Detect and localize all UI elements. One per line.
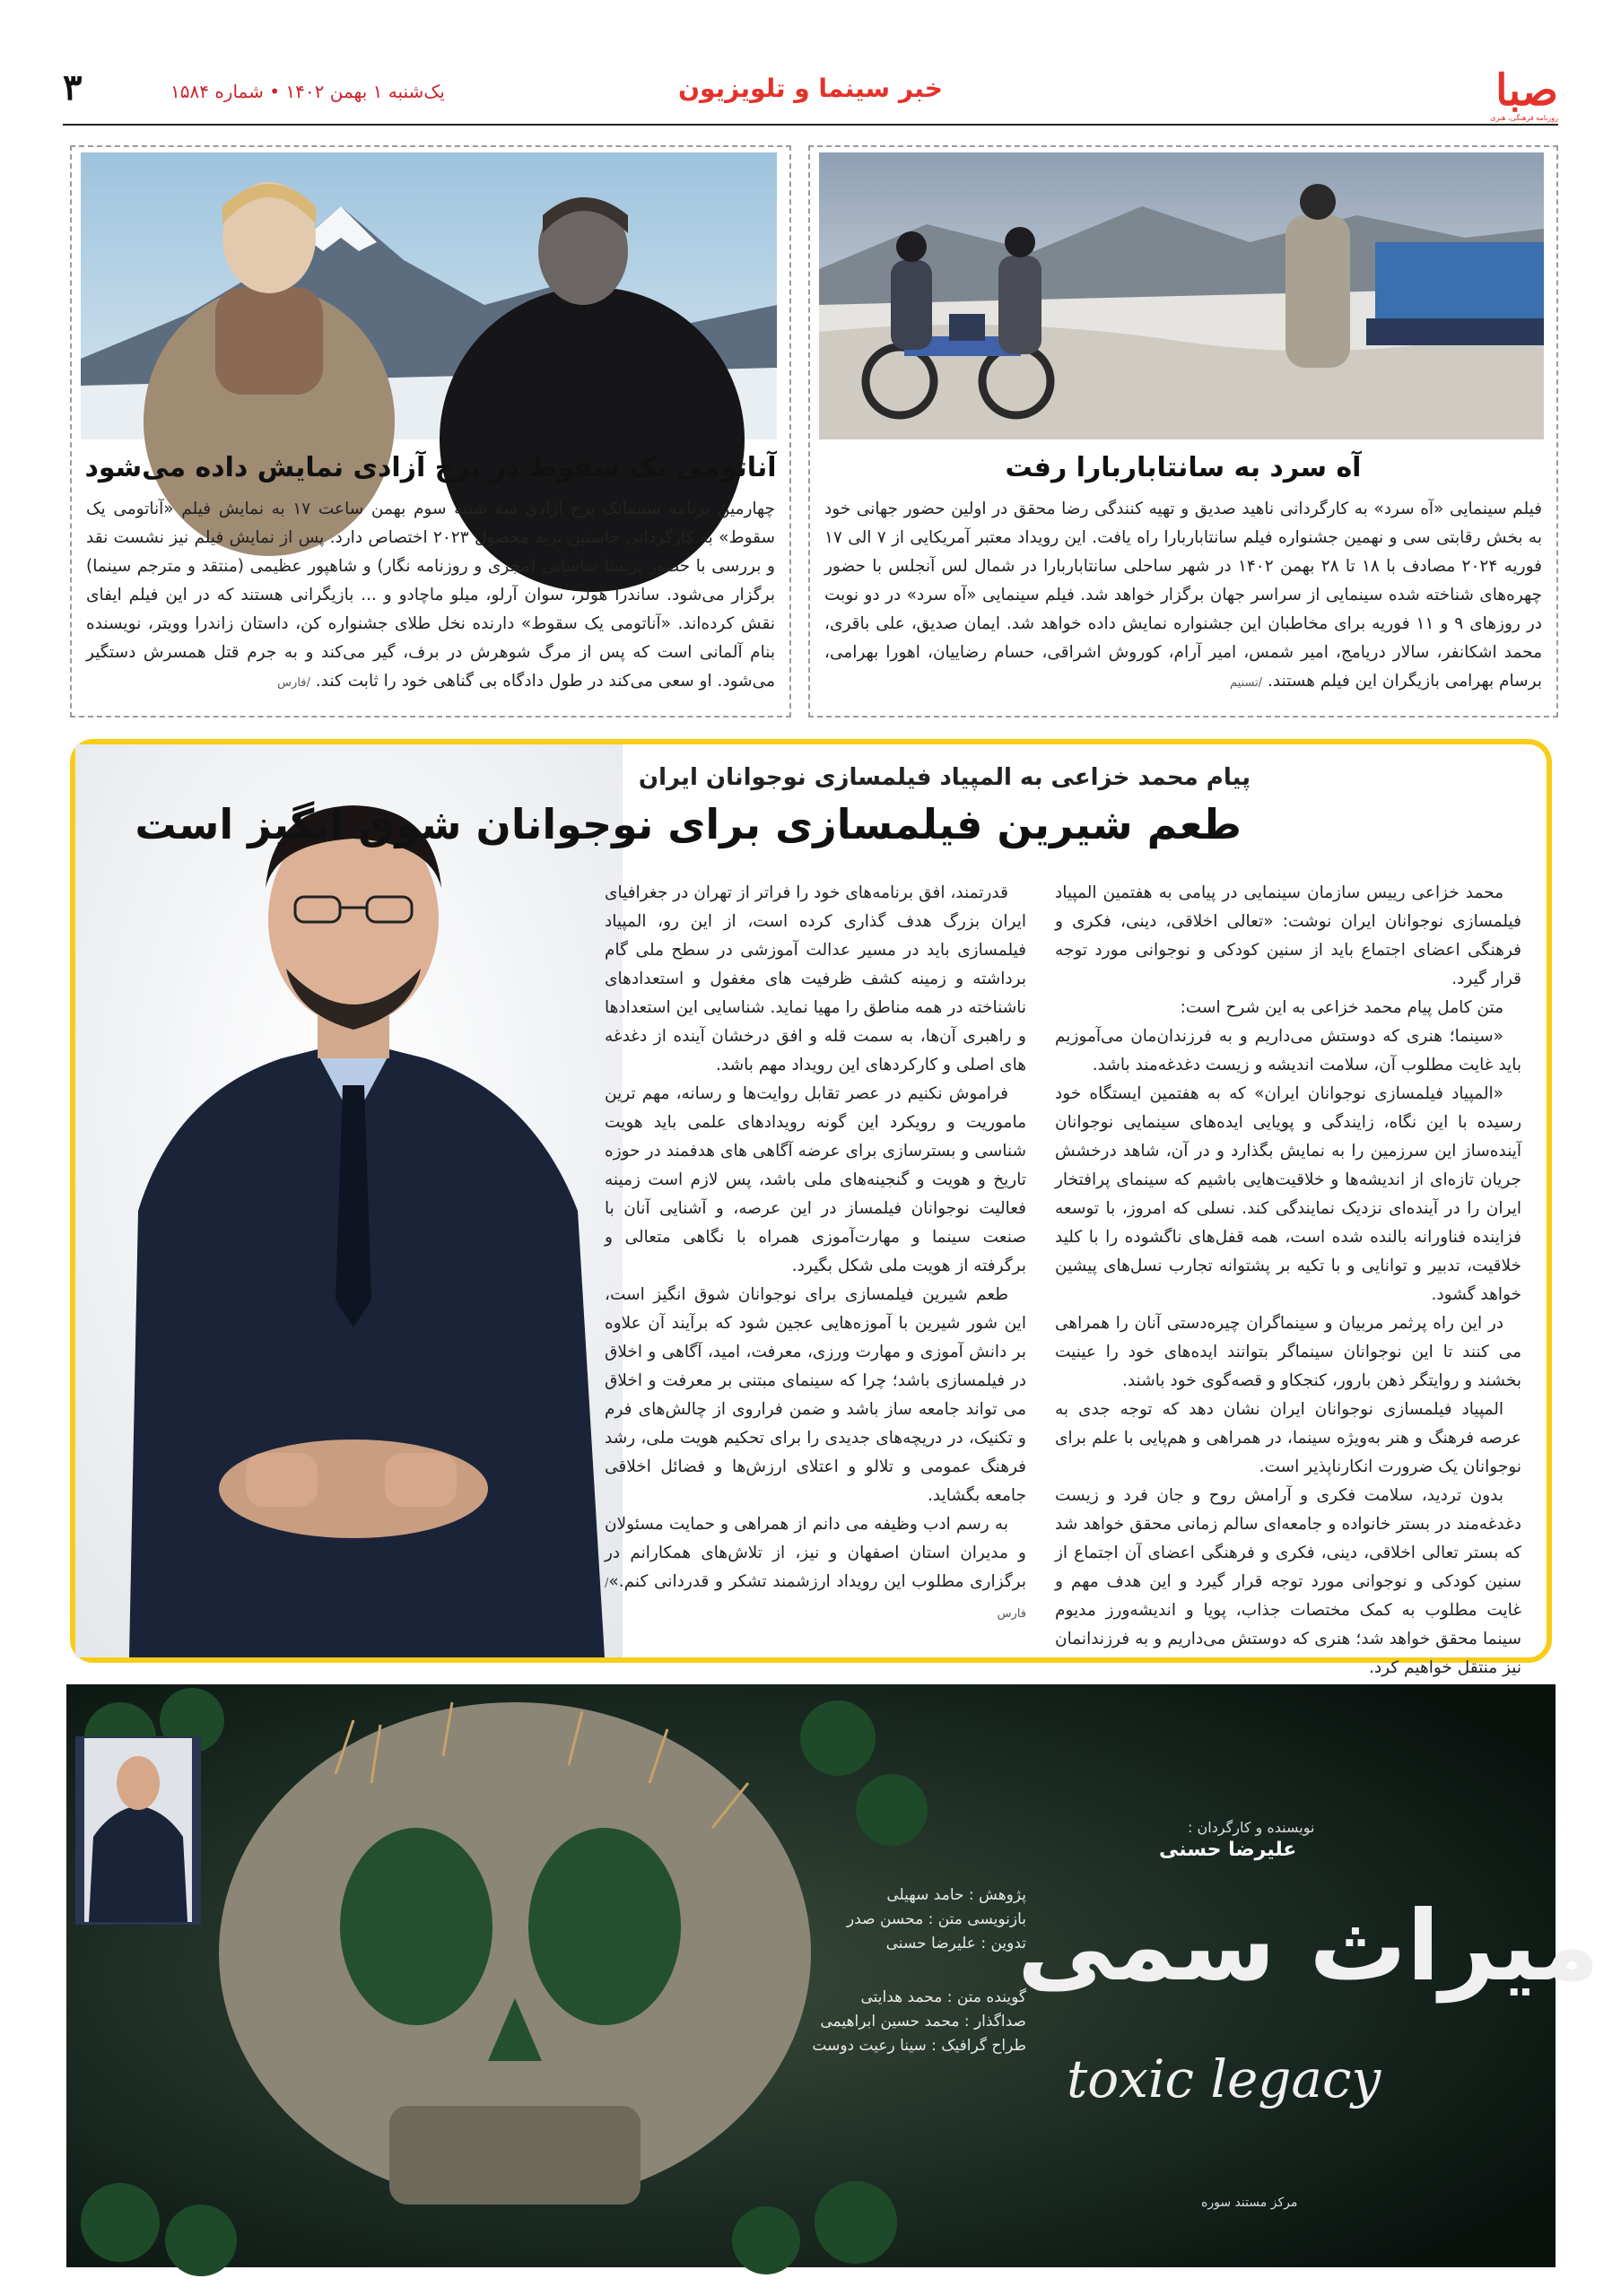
ad-director-name: علیرضا حسنی [1159,1839,1297,1861]
portrait-photo-khazaei [75,744,623,1657]
feature-khazaei-message [70,739,1552,1677]
news-title-anatomy: آناتومی یک سقوط در برج آزادی نمایش داده می‌شود [84,452,777,483]
ad-credit-line: طراح گرافیک : سینا رعیت دوست [812,2037,1026,2055]
page-header [63,61,1558,126]
ad-title-english: toxic legacy [1067,2048,1381,2109]
feature-paragraph: «سینما؛ هنری که دوستش می‌داریم و به فرزندان‌مان می‌آموزیم باید غایت مطلوب آن، سلامت اندیشه و زیست دغدغه‌مند باشد. [1055,1027,1521,1074]
news-source-cold-sigh: /تسنیم [1230,676,1263,690]
news-photo-anatomy [84,152,777,439]
news-title-cold-sigh: آه سرد به سانتاباربارا رفت [1005,452,1362,483]
ad-credit-line: گوینده متن : محمد هدایتی [860,1988,1026,2006]
feature-paragraph: در این راه پرثمر مربیان و سینماگران چیره‌دستی آنان را همراهی می کنند تا این نوجوانان سینماگر بتوانند ایده‌های خود را عینیت بخشند و روایتگر ذهن بارور، کنجکاو و قصه‌گوی خود باشند. [1055,1314,1521,1390]
news-photo-cold-sigh [823,152,1544,439]
ad-credit-line: بازنویسی متن : محسن صدر [847,1910,1026,1928]
logo-text: صبا [1495,65,1558,116]
issue-info: یک‌شنبه ۱ بهمن ۱۴۰۲ • شماره ۱۵۸۴ [170,81,445,102]
ad-director-label: نویسنده و کارگردان : [1188,1819,1315,1836]
feature-paragraph [605,1510,1026,1629]
feature-column-2 [605,879,1026,1629]
feature-headline: طعم شیرین فیلمسازی برای نوجوانان شوق انگیز است [135,800,1242,848]
ad-title-persian: میراث سمی [1017,1891,1600,2003]
feature-kicker: پیام محمد خزاعی به المپیاد فیلمسازی نوجوانان ایران [638,764,1251,791]
ad-credits-group-1 [802,1883,1026,1956]
news-text-cold-sigh: فیلم سینمایی «آه سرد» به کارگردانی ناهید صدیق و تهیه کنندگی رضا محقق در اولین حضور جهانی خود به بخش رقابتی سی و نهمین جشنواره فیلم سانتاباربارا راه یافت. این رویداد معتبر آمریکایی از ۷ الی ۱۷ فوریه ۲۰۲۴ مصادف با ۱۸ تا ۲۸ بهمن ۱۴۰۲ در شهر ساحلی سانتاباربارا در شمال لس آنجلس با حضور چهره‌های شناخته شده سینمایی از سراسر جهان برگزار خواهد شد. فیلم سینمایی «آه سرد» در دو نوبت در روزهای ۹ و ۱۱ فوریه برای مخاطبان این جشنواره نمایش داده خواهد شد. ایمان صدیق، علی باقری، محمد اشکانفر، سالار دریامج، امیر شمس، امیر آرام، کوروش اشراقی، حسام رضاییان، اهورا بهرامی، برسام بهرامی بازیگران این فیلم هستند. [824,500,1543,691]
ad-credit-line: تدوین : علیرضا حسنی [885,1935,1026,1952]
feature-paragraph: قدرتمند، افق برنامه‌های خود را فراتر از تهران در جغرافیای ایران بزرگ هدف گذاری کرده است، از این رو، المپیاد فیلمسازی باید در مسیر عدالت آموزشی در سطح ملی گام برداشته و زمینه کشف ظرفیت های مغفول و استعدادهای ناشناخته در همه مناطق را مهیا نماید. شناسایی این استعدادها و راهبری آن‌ها، به سمت قله و افق درخشان آینده از دغدغه های اصلی و کارکردهای این رویداد مهم باشد. [605,883,1026,1074]
ad-organization-logo: مرکز مستند سوره [1201,2196,1298,2210]
news-text-anatomy: چهارمین برنامه سینماتک برج آزادی سه شنبه سوم بهمن ساعت ۱۷ به نمایش فیلم «آناتومی یک سقوط» به کارگردانی جاستین تریه محصول ۲۰۲۳ اختصاص دارد. پس از نمایش فیلم نیز نشست نقد و بررسی با حضور پریسا ساسانی (مجری و روزنامه نگار) و شاهپور عظیمی (منتقد و مترجم سینما) برگزار می‌شود. ساندرا هولر، سوان آرلو، میلو ماچادو و ... بازیگرانی هستند که در این فیلم ایفای نقش کرده‌اند. «آناتومی یک سقوط» دارنده نخل طلای جشنواره کن، داستان زاندرا وویتر، نویسنده بنام آلمانی است که پس از مرگ شوهرش در برف، گیر می‌کند و به جرم قتل همسرش دستگیر می‌شود. او سعی می‌کند در طول دادگاه بی گناهی خود را ثابت کند. [86,500,775,691]
documentary-ad-banner[interactable] [66,1684,1600,2267]
feature-source: /فارس [605,1577,1026,1621]
news-source-anatomy: /فارس [277,676,310,690]
logo-subtitle: روزنامه فرهنگی، هنری [1490,114,1558,122]
feature-paragraph: «المپیاد فیلمسازی نوجوانان ایران» که به هفتمین ایستگاه خود رسیده با این نگاه، زایندگی و پویایی ایده‌های سینمایی نوجوانان آینده‌ساز این سرزمین را به نمایش بگذارد و در آن، شاهد درخشش جریان تازه‌ای از اندیشه‌ها و خلاقیت‌هایی باشیم که سینمای پرافتخار ایران را در آینده‌ای نزدیک نمایندگی کند. نسلی که امروز، با توسعه فزاینده فناورانه بالنده شده است، همه قفل‌های ناگشوده را با کلید خلاقیت، تدبیر و توانایی و با تکیه بر پشتوانه تجارب نسل‌های پیشین خواهد گشود. [1055,1084,1521,1304]
section-title: خبر سینما و تلویزیون [678,74,943,103]
feature-paragraph: متن کامل پیام محمد خزاعی به این شرح است: [1180,998,1503,1017]
feature-paragraph: فراموش نکنیم در عصر تقابل روایت‌ها و رسانه، مهم ترین ماموریت و رویکرد این گونه رویدادهای علمی باید هویت شناسی و بسترسازی برای عرضه آگاهی های هدفمند در حوزه تاریخ و هویت و گنجینه‌های ملی باشد، پس لازم است زمینه فعالیت نوجوانان فیلمساز در این عرصه، و آشنایی آنان با صنعت سینما و مهارت‌آموزی همراه با نگاهی متعالی و برگرفته از هویت ملی شکل بگیرد. [605,1084,1026,1275]
ad-credits-group-2 [802,1986,1026,2058]
news-box-anatomy [70,145,791,718]
newspaper-logo[interactable] [1495,61,1558,120]
feature-closing-text: به رسم ادب وظیفه می دانم از همراهی و حمایت مسئولان و مدیران استان اصفهان و نیز، از تلاش‌های همکارانم در برگزاری مطلوب این رویداد ارزشمند تشکر و قدردانی کنم.» [605,1515,1026,1591]
feature-column-1 [1055,879,1521,1711]
news-body-cold-sigh [824,495,1542,698]
feature-paragraph: طعم شیرین فیلمسازی برای نوجوانان شوق انگیز است، این شور شیرین با آموزه‌هایی عجین شود که برآیند آن علاوه بر دانش آموزی و مهارت ورزی، معرفت، امید، آگاهی و اخلاق در فیلمسازی باشد؛ چرا که سینمای مبتنی بر معرفت و اخلاق می تواند جامعه ساز باشد و ضمن فراروی از چالش‌های فرم و تکنیک، در دریچه‌های جدیدی را برای تحکیم هویت ملی، رشد فرهنگ عمومی و تلالو و اعتلای ارزش‌ها و فضائل اخلاقی جامعه بگشاید. [605,1285,1026,1505]
feature-paragraph: محمد خزاعی رییس سازمان سینمایی در پیامی به هفتمین المپیاد فیلمسازی نوجوانان ایران نوشت: «تعالی اخلاقی، دینی، فکری و فرهنگی اعضای اجتماع باید از سنین کودکی و نوجوانی مورد توجه قرار گیرد. [1055,883,1521,988]
feature-paragraph: بدون تردید، سلامت فکری و آرامش روح و جان فرد و زیست دغدغه‌مند در بستر خانواده و جامعه‌ای سالم زمانی محقق خواهد شد که بستر تعالی اخلاقی، دینی، فکری و فرهنگی اعضای آن اجتماع از سنین کودکی و نوجوانی مورد توجه قرار گیرد و این هدف مهم و غایت مطلوب به کمک مختصات جذاب، پویا و اندیشه‌ورز مدیوم سینما محقق خواهد شد؛ هنری که دوستش می‌داریم و به فرزندانمان نیز منتقل خواهیم کرد. [1055,1486,1521,1677]
ad-credit-line: پژوهش : حامد سهیلی [886,1886,1026,1904]
page-number: ۳ [63,66,83,109]
news-box-cold-sigh [808,145,1558,718]
news-body-anatomy [86,495,775,698]
ad-credit-line: صداگذار : محمد حسین ابراهیمی [820,2013,1026,2031]
feature-paragraph: المپیاد فیلمسازی نوجوانان ایران نشان دهد که توجه جدی به عرصه فرهنگ و هنر به‌ویژه سینما، در همراهی و هم‌پایی با علم برای نوجوانان یک ضرورت انکارناپذیر است. [1055,1400,1521,1476]
